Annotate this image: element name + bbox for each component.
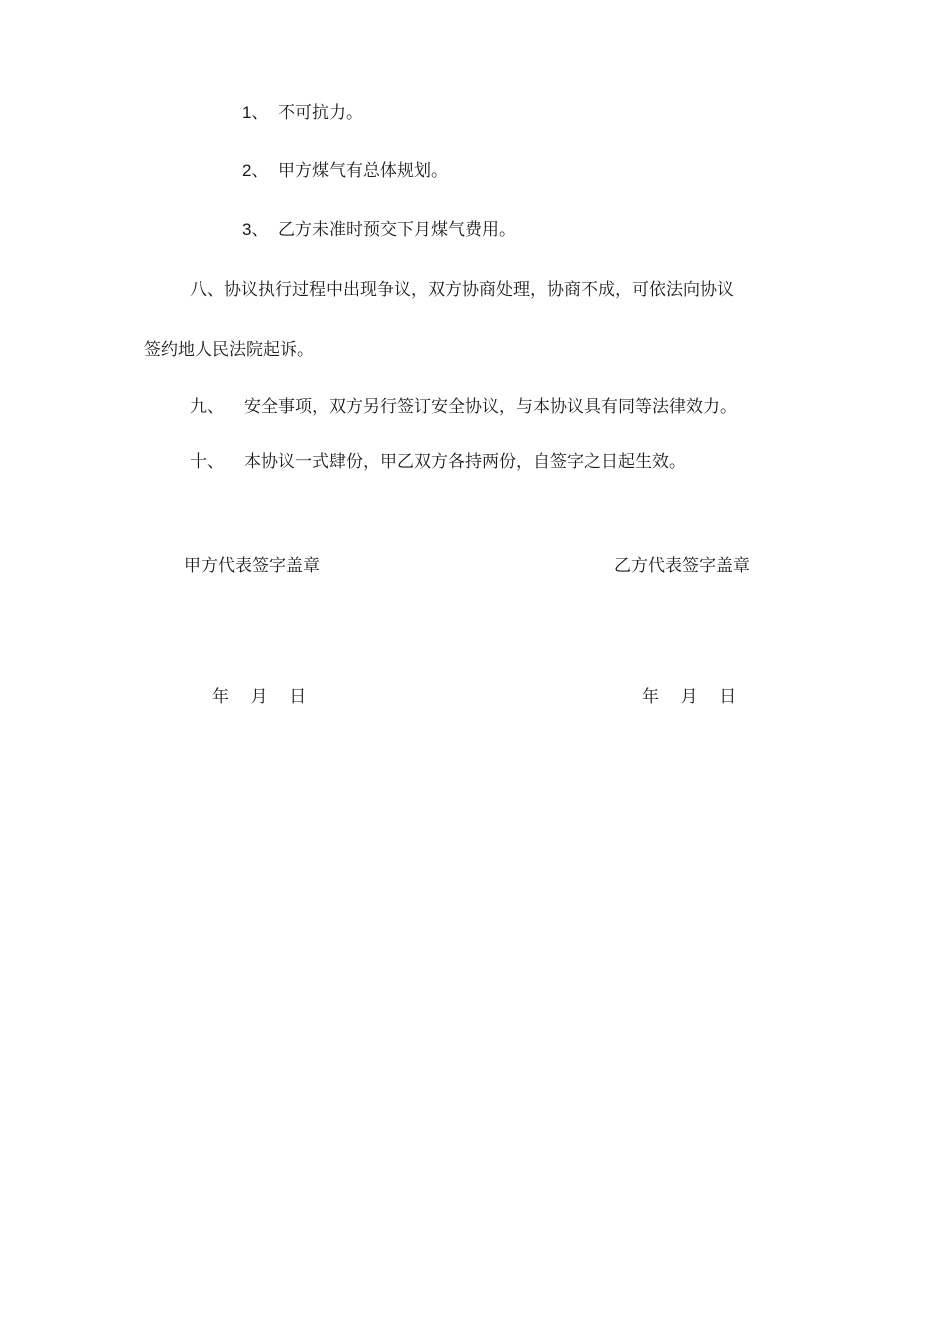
list-item <box>242 218 516 242</box>
party-a-date: 年 月 日 <box>212 687 307 707</box>
list-item-text: 不可抗力。 <box>278 103 363 123</box>
clause-number: 九、 <box>190 397 224 417</box>
party-b-date: 年 月 日 <box>642 687 737 707</box>
list-item-number: 1、 <box>242 103 269 122</box>
list-item-number: 2、 <box>242 161 269 180</box>
list-item-number: 3、 <box>242 220 269 239</box>
clause-ten <box>190 450 686 474</box>
party-b-signature-label: 乙方代表签字盖章 <box>614 556 750 576</box>
list-item-text: 乙方未准时预交下月煤气费用。 <box>278 220 516 240</box>
clause-text: 安全事项，双方另行签订安全协议，与本协议具有同等法律效力。 <box>244 397 737 417</box>
clause-eight-line-2: 签约地人民法院起诉。 <box>144 340 314 360</box>
party-a-signature-label: 甲方代表签字盖章 <box>184 556 320 576</box>
list-item <box>242 159 448 183</box>
list-item <box>242 101 363 125</box>
clause-text: 本协议一式肆份，甲乙双方各持两份，自签字之日起生效。 <box>244 452 686 472</box>
clause-number: 十、 <box>190 452 224 472</box>
clause-nine <box>190 395 737 419</box>
list-item-text: 甲方煤气有总体规划。 <box>278 161 448 181</box>
clause-eight-line-1: 八、协议执行过程中出现争议，双方协商处理，协商不成，可依法向协议 <box>190 280 734 300</box>
